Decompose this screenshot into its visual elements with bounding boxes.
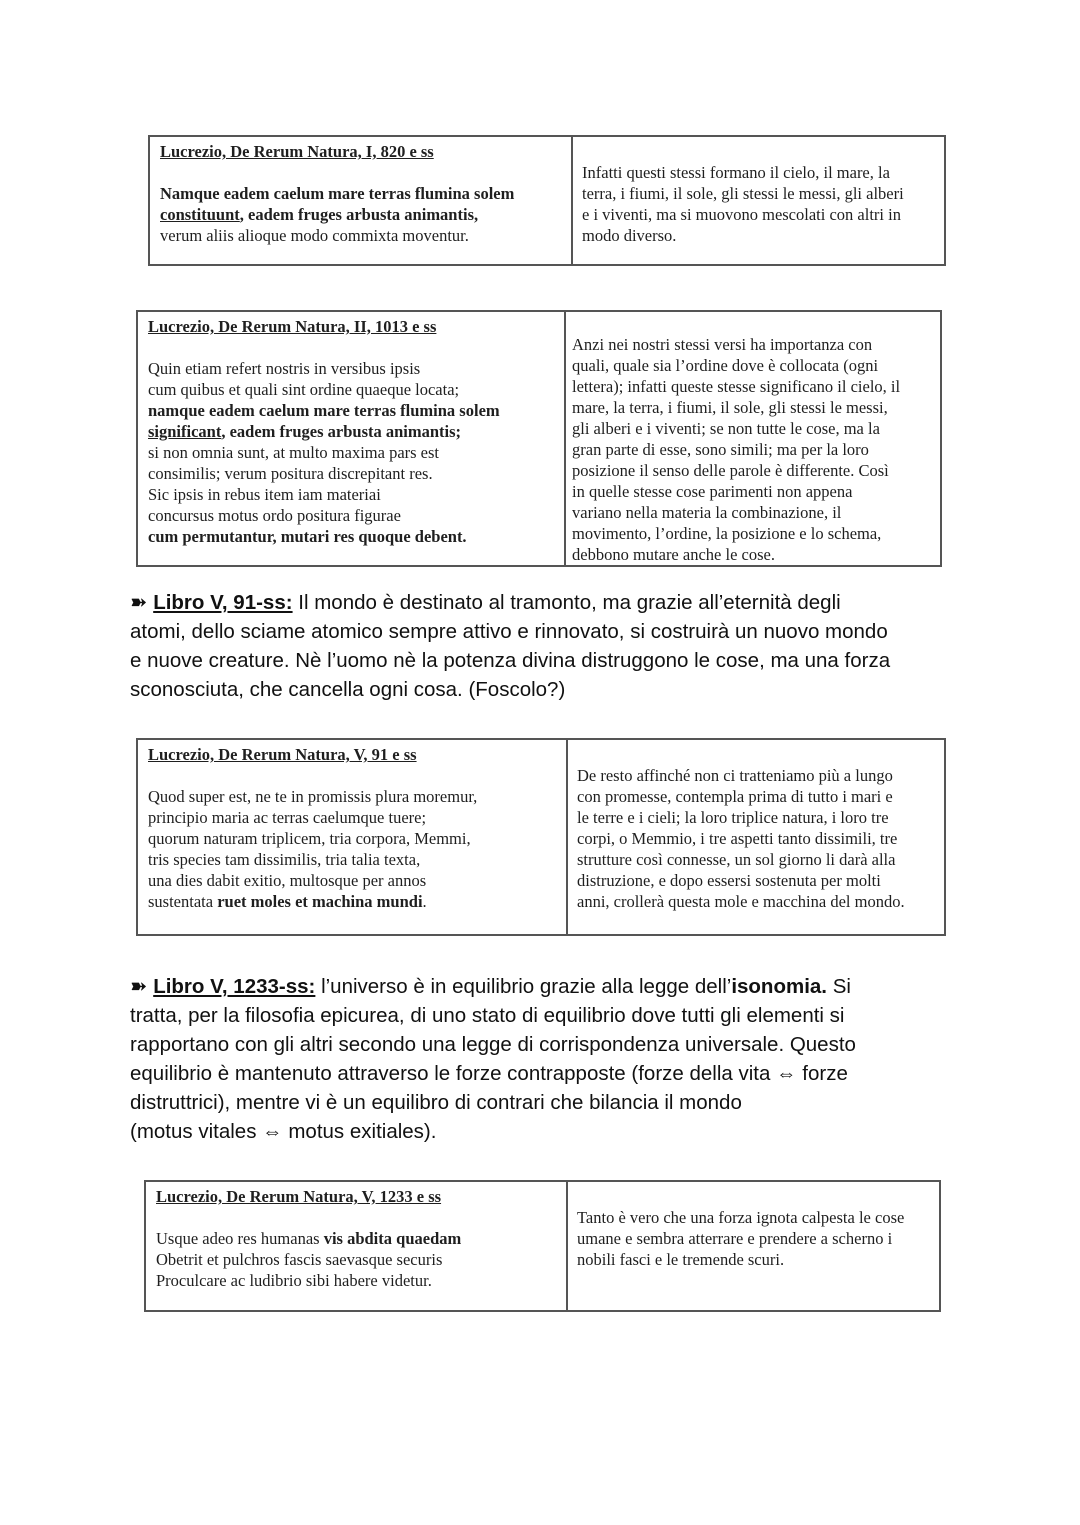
paragraph-line: (motus vitales ⇔ motus exitiales). (130, 1120, 437, 1143)
latin-line: Namque eadem caelum mare terras flumina solem (160, 184, 515, 203)
quote-table-book1-820 (148, 135, 946, 266)
italian-column (573, 137, 944, 264)
latin-line: cum quibus et quali sint ordine quaeque locata; (148, 380, 460, 399)
italian-line: movimento, l’ordine, la posizione e lo schema, (572, 524, 882, 543)
italian-column (568, 740, 944, 934)
latin-line: principio maria ac terras caelumque tuere; (148, 808, 427, 827)
quote-table-book2-1013 (136, 310, 942, 567)
latin-line: Proculcare ac ludibrio sibi habere videtur. (156, 1271, 432, 1290)
italian-line: gli alberi e i viventi; se non tutte le cose, ma la (572, 419, 880, 438)
italian-line: quali, quale sia l’ordine dove è collocata (ogni (572, 356, 879, 375)
latin-line: cum permutantur, mutari res quoque debent. (148, 527, 467, 546)
latin-line: verum aliis alioque modo commixta moventur. (160, 226, 469, 245)
section-heading: Libro V, 1233-ss: (153, 975, 316, 998)
paragraph-line: ➽ Libro V, 91-ss: Il mondo è destinato al tramonto, ma grazie all’eternità degli (130, 591, 841, 614)
italian-line: debbono mutare anche le cose. (572, 545, 775, 564)
latin-line: consimilis; verum positura discrepitant res. (148, 464, 433, 483)
table-title: Lucrezio, De Rerum Natura, V, 1233 e ss (156, 1187, 442, 1206)
latin-column (138, 312, 566, 565)
italian-line: in quelle stesse cose parimenti non appena (572, 482, 853, 501)
latin-column (150, 137, 573, 264)
latin-line: sustentata ruet moles et machina mundi. (148, 892, 427, 911)
table-title: Lucrezio, De Rerum Natura, I, 820 e ss (160, 142, 434, 161)
arrow-icon: ➽ (130, 975, 148, 998)
paragraph-line: distruttrici), mentre vi è un equilibro di contrari che bilancia il mondo (130, 1091, 742, 1114)
latin-line: significant, eadem fruges arbusta animantis; (148, 422, 462, 441)
italian-line: corpi, o Memmio, i tre aspetti tanto dissimili, tre (577, 829, 898, 848)
paragraph-line: sconosciuta, che cancella ogni cosa. (Foscolo?) (130, 678, 566, 701)
latin-line: si non omnia sunt, at multo maxima pars est (148, 443, 440, 462)
section-heading: Libro V, 91-ss: (153, 591, 293, 614)
paragraph-line: tratta, per la filosofia epicurea, di uno stato di equilibrio dove tutti gli elementi si (130, 1004, 845, 1027)
latin-column (138, 740, 568, 934)
paragraph-line: ➽ Libro V, 1233-ss: l’universo è in equilibrio grazie alla legge dell’isonomia. Si (130, 975, 851, 998)
arrow-icon: ➽ (130, 591, 148, 614)
latin-line: una dies dabit exitio, multosque per annos (148, 871, 427, 890)
latin-line: Quin etiam refert nostris in versibus ipsis (148, 359, 421, 378)
italian-line: le terre e i cieli; la loro triplice natura, i loro tre (577, 808, 889, 827)
italian-line: strutture così connesse, un sol giorno li darà alla (577, 850, 896, 869)
latin-line: constituunt, eadem fruges arbusta animantis, (160, 205, 479, 224)
latin-line: Obetrit et pulchros fascis saevasque securis (156, 1250, 443, 1269)
italian-line: Anzi nei nostri stessi versi ha importanza con (572, 335, 873, 354)
paragraph-line: rapportano con gli altri secondo una legge di corrispondenza universale. Questo (130, 1033, 856, 1056)
latin-line: Quod super est, ne te in promissis plura moremur, (148, 787, 478, 806)
italian-line: mare, la terra, i fiumi, il sole, gli stessi le messi, (572, 398, 888, 417)
table-title: Lucrezio, De Rerum Natura, V, 91 e ss (148, 745, 417, 764)
paragraph-line: atomi, dello sciame atomico sempre attivo e rinnovato, si costruirà un nuovo mondo (130, 620, 888, 643)
italian-line: terra, i fiumi, il sole, gli stessi le messi, gli alberi (582, 184, 904, 203)
italian-line: distruzione, e dopo essersi sostenuta per molti (577, 871, 881, 890)
latin-line: quorum naturam triplicem, tria corpora, Memmi, (148, 829, 471, 848)
italian-line: variano nella materia la combinazione, il (572, 503, 842, 522)
latin-column (146, 1182, 568, 1310)
paragraph-line: equilibrio è mantenuto attraverso le forze contrapposte (forze della vita ⇔ forze (130, 1062, 848, 1085)
latin-line: Usque adeo res humanas vis abdita quaedam (156, 1229, 462, 1248)
latin-line: concursus motus ordo positura figurae (148, 506, 401, 525)
italian-line: Tanto è vero che una forza ignota calpesta le cose (577, 1208, 905, 1227)
italian-line: posizione il senso delle parole è differente. Così (572, 461, 889, 480)
quote-table-book5-1233 (144, 1180, 941, 1312)
italian-line: lettera); infatti queste stesse significano il cielo, il (572, 377, 901, 396)
italian-line: Infatti questi stessi formano il cielo, il mare, la (582, 163, 890, 182)
italian-line: e i viventi, ma si muovono mescolati con altri in (582, 205, 901, 224)
table-title: Lucrezio, De Rerum Natura, II, 1013 e ss (148, 317, 437, 336)
latin-line: tris species tam dissimilis, tria talia texta, (148, 850, 421, 869)
italian-line: gran parte di esse, sono simili; ma per la loro (572, 440, 869, 459)
paragraph-book5-1233 (130, 972, 950, 1146)
italian-line: anni, crollerà questa mole e macchina del mondo. (577, 892, 905, 911)
paragraph-book5-91 (130, 588, 950, 704)
paragraph-line: e nuove creature. Nè l’uomo nè la potenza divina distruggono le cose, ma una forza (130, 649, 891, 672)
italian-line: De resto affinché non ci tratteniamo più a lungo (577, 766, 893, 785)
latin-line: namque eadem caelum mare terras flumina solem (148, 401, 500, 420)
latin-line: Sic ipsis in rebus item iam materiai (148, 485, 381, 504)
italian-line: con promesse, contempla prima di tutto i mari e (577, 787, 893, 806)
italian-line: umane e sembra atterrare e prendere a scherno i (577, 1229, 893, 1248)
italian-line: nobili fasci e le tremende scuri. (577, 1250, 785, 1269)
quote-table-book5-91 (136, 738, 946, 936)
italian-line: modo diverso. (582, 226, 677, 245)
italian-column (568, 1182, 939, 1310)
italian-column (566, 312, 940, 565)
